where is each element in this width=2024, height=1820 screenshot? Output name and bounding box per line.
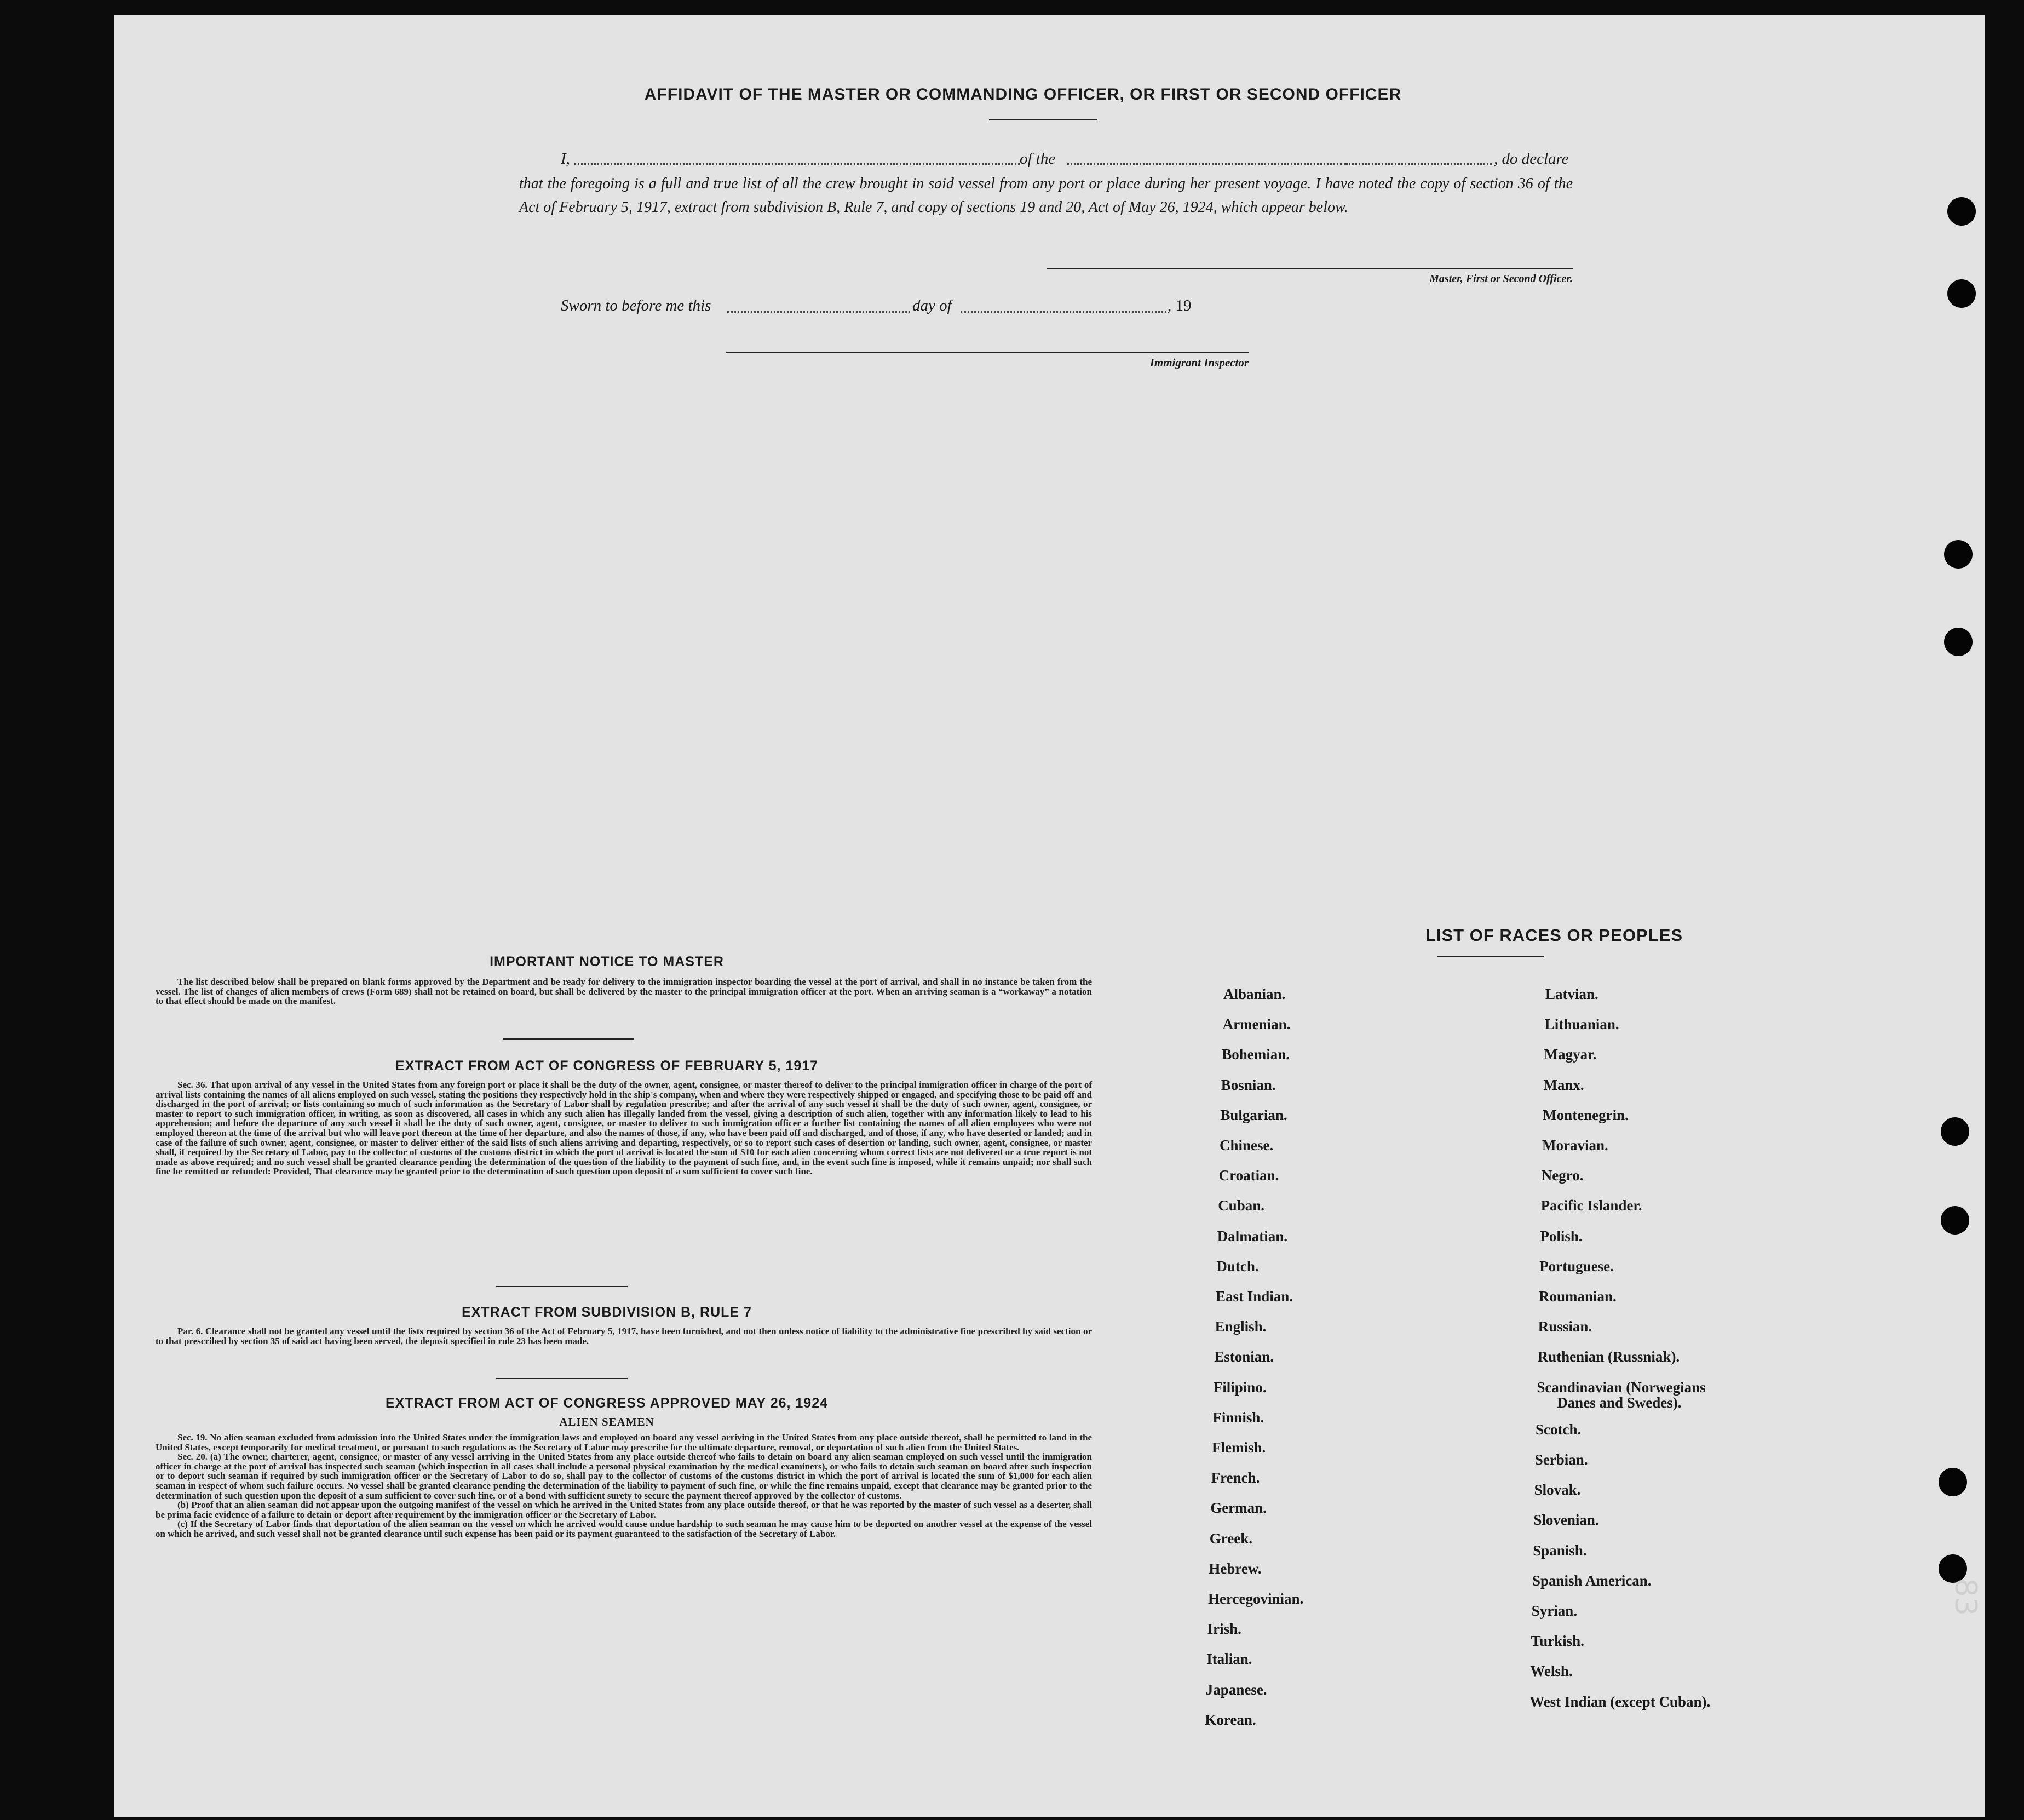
race-item: Portuguese. bbox=[1539, 1258, 1614, 1274]
race-item: Pacific Islander. bbox=[1540, 1197, 1642, 1214]
race-item: Ruthenian (Russniak). bbox=[1537, 1348, 1680, 1365]
race-item: Latvian. bbox=[1545, 986, 1599, 1002]
race-item: Montenegrin. bbox=[1543, 1106, 1629, 1123]
race-item: Manx. bbox=[1543, 1076, 1584, 1093]
rule-7-paragraph: Par. 6. Clearance shall not be granted any vessel until the lists required by section 36 of the Act of February 5, 1917, have been furnished, and not then unless notice of liability to the administrative fine prescribed by said section or to that prescribed by section 35 of said act having been served, the deposit specified in rule 23 has been made. bbox=[156, 1326, 1092, 1346]
race-item: English. bbox=[1215, 1318, 1267, 1335]
race-item: Spanish American. bbox=[1532, 1572, 1652, 1589]
rule-7-text bbox=[156, 1327, 1092, 1346]
vessel-field-line[interactable] bbox=[1067, 163, 1346, 165]
day-of-label: day of bbox=[912, 297, 952, 314]
race-item: Filipino. bbox=[1213, 1379, 1267, 1396]
section-19-paragraph: Sec. 19. No alien seaman excluded from admission into the United States under the immigration laws and employed on board any vessel arriving in the United States from any place outside thereof, shall be permitted to land in the United States, except temporarily for medical treatment, or pursuant to such regulations as the Secretary of Labor may prescribe for the ultimate departure, removal, or deportation of such alien from the United States. bbox=[156, 1432, 1092, 1452]
race-item: Bosnian. bbox=[1221, 1076, 1276, 1093]
race-item: Croatian. bbox=[1218, 1167, 1279, 1184]
extract-1924-title: EXTRACT FROM ACT OF CONGRESS APPROVED MAY 26, 1924 bbox=[385, 1396, 829, 1411]
binder-hole bbox=[1941, 1117, 1969, 1146]
sworn-label: Sworn to before me this bbox=[561, 297, 711, 314]
race-item: German. bbox=[1210, 1500, 1267, 1517]
margin-handwritten-mark: 83 bbox=[1948, 1578, 1983, 1616]
race-item: Negro. bbox=[1541, 1167, 1584, 1184]
sworn-month-line[interactable] bbox=[961, 311, 1166, 313]
binder-hole bbox=[1941, 1206, 1969, 1235]
do-declare-label: , do declare bbox=[1494, 150, 1569, 168]
race-item: Dalmatian. bbox=[1217, 1227, 1288, 1244]
race-item: Scandinavian (Norwegians bbox=[1537, 1379, 1706, 1396]
binder-hole bbox=[1944, 628, 1973, 656]
notice-paragraph: The list described below shall be prepared on blank forms approved by the Department and be ready for delivery to the immigration inspector boarding the vessel at the port of arrival, and shall in no instance be taken from the vessel. The list of changes of alien members of crews (Form 689) shall not be retained on board, but shall be delivered by the master to the principal immigration officer at the port. When an arriving seaman is a “workaway” a notation to that effect should be made on the manifest. bbox=[156, 977, 1092, 1007]
race-item: Armenian. bbox=[1222, 1016, 1291, 1033]
binder-hole bbox=[1947, 197, 1976, 226]
signer-caption: Master, First or Second Officer. bbox=[1429, 273, 1573, 285]
section-36-paragraph: Sec. 36. That upon arrival of any vessel in the United States from any foreign port or place it shall be the duty of the owner, agent, consignee, or master thereof to deliver to the principal immigration officer in charge of the port of arrival lists containing the names of all aliens employed on such vessel, stating the positions they respectively hold in the ship's company, when and where they were respectively shipped or engaged, and specifying those to be paid off and discharged in the port of arrival; or lists containing so much of such information as the Secretary of Labor shall by regulation prescribe; and after the arrival of any such vessel it shall be the duty of such owner, agent, consignee, or master to report to such immigration officer, in writing, as soon as discovered, all cases in which any such alien has illegally landed from the vessel, giving a description of such alien, together with any information likely to lead to his apprehension; and before the departure of any such vessel it shall be the duty of such owner, agent, consignee, or master to deliver to such immigration officer a further list containing the names of all alien employees who were not employed thereon at the time of the arrival but who will leave port thereon at the time of her departure, and also the names of those, if any, who have been paid off and discharged, and of those, if any, who have deserted or landed; and in case of the failure of such owner, agent, consignee, or master to deliver either of the said lists of such aliens arriving and departing, respectively, or so to report such cases of desertion or landing, such owner, agent, consignee, or master shall, if required by the Secretary of Labor, pay to the collector of customs of the customs district in which the port of arrival is located the sum of $10 for each alien concerning whom correct lists are not delivered or a true report is not made as above required; and no such vessel shall be granted clearance pending the determination of the question of the liability to the payment of such fine, and, in the event such fine is imposed, while it remains unpaid; nor shall such fine be remitted or refunded: Provided, That clearance may be granted prior to the determination of such question upon deposit of a sum sufficient to cover such fine. bbox=[156, 1080, 1092, 1177]
races-divider bbox=[1437, 956, 1544, 957]
race-item: Danes and Swedes). bbox=[1557, 1394, 1682, 1411]
race-item: Flemish. bbox=[1212, 1439, 1266, 1456]
sworn-day-line[interactable] bbox=[727, 311, 910, 313]
race-item: Hebrew. bbox=[1209, 1560, 1262, 1577]
race-item: Italian. bbox=[1206, 1651, 1252, 1668]
race-item: Welsh. bbox=[1530, 1663, 1573, 1680]
race-item: Roumanian. bbox=[1539, 1288, 1617, 1305]
binder-hole bbox=[1944, 540, 1973, 569]
race-item: Russian. bbox=[1538, 1318, 1592, 1335]
notice-text bbox=[156, 977, 1092, 1006]
races-title: LIST OF RACES OR PEOPLES bbox=[1425, 926, 1683, 945]
race-item: Finnish. bbox=[1212, 1409, 1264, 1426]
race-item: West Indian (except Cuban). bbox=[1530, 1693, 1711, 1710]
signature-line[interactable] bbox=[1047, 268, 1573, 269]
notice-title: IMPORTANT NOTICE TO MASTER bbox=[490, 954, 724, 969]
race-item: Japanese. bbox=[1205, 1681, 1267, 1698]
name-field-line[interactable] bbox=[574, 163, 1020, 165]
alien-seamen-subtitle: ALIEN SEAMEN bbox=[559, 1415, 654, 1428]
race-item: Chinese. bbox=[1220, 1137, 1274, 1153]
race-item: Slovak. bbox=[1534, 1482, 1581, 1499]
race-item: Moravian. bbox=[1542, 1137, 1608, 1153]
race-item: Polish. bbox=[1540, 1227, 1583, 1244]
race-item: Slovenian. bbox=[1533, 1512, 1599, 1529]
affidavit-body: that the foregoing is a full and true list of all the crew brought in said vessel from any port or place during her present voyage. I have noted the copy of section 36 of the Act of February 5, 1917, extract from subdivision B, Rule 7, and copy of sections 19 and 20, Act of May 26, 1924, which appear below. bbox=[519, 175, 1573, 216]
section-20a-paragraph: Sec. 20. (a) The owner, charterer, agent, consignee, or master of any vessel arriving in the United States from any place outside thereof who fails to detain on board any alien seaman employed on such vessel until the immigration officer in charge at the port of arrival has inspected such seaman (which inspection in all cases shall include a personal physical examination by the medical examiners), or who fails to detain such seaman on board after such inspection or to deport such seaman if required by such immigration officer or the Secretary of Labor to do so, shall pay to the collector of customs of the customs district in which the port of arrival is located the sum of $1,000 for each alien seaman in respect of whom such failure occurs. No vessel shall be granted clearance pending the determination of the liability to payment of such fine, or while the fine remains unpaid, except that clearance may be granted prior to the determination of such question upon the deposit of a sum sufficient to cover such fine, or of a bond with sufficient surety to secure the payment thereof approved by the collector of customs. bbox=[156, 1451, 1092, 1501]
inspector-signature-line[interactable] bbox=[726, 352, 1249, 353]
section-20c-paragraph: (c) If the Secretary of Labor finds that deportation of the alien seaman on the vessel on which he arrived would cause undue hardship to such seaman he may cause him to be deported on another vessel at the expense of the vessel on which he arrived, and such vessel shall not be granted clearance until such expense has been paid or its payment guaranteed to the satisfaction of the Secretary of Labor. bbox=[156, 1519, 1092, 1539]
race-item: Bulgarian. bbox=[1220, 1106, 1287, 1123]
affidavit-title: AFFIDAVIT OF THE MASTER OR COMMANDING OFFICER, OR FIRST OR SECOND OFFICER bbox=[644, 85, 1402, 104]
race-item: Irish. bbox=[1207, 1621, 1241, 1638]
race-item: Scotch. bbox=[1536, 1421, 1582, 1438]
extract-1917-text bbox=[156, 1080, 1092, 1176]
race-item: Bohemian. bbox=[1222, 1046, 1290, 1063]
section-20b-paragraph: (b) Proof that an alien seaman did not appear upon the outgoing manifest of the vessel on which he arrived in the United States from any place outside thereof, or that he was reported by the master of such vessel as a deserter, shall be prima facie evidence of a failure to detain or deport after requirement by the immigration officer or the Secretary of Labor. bbox=[156, 1500, 1092, 1520]
race-item: Estonian. bbox=[1214, 1348, 1274, 1365]
vessel-field-line-2[interactable] bbox=[1346, 163, 1492, 165]
race-item: Cuban. bbox=[1218, 1197, 1264, 1214]
race-item: Hercegovinian. bbox=[1208, 1591, 1304, 1607]
race-item: Lithuanian. bbox=[1544, 1016, 1619, 1033]
rule-7-title: EXTRACT FROM SUBDIVISION B, RULE 7 bbox=[462, 1305, 752, 1320]
race-item: Magyar. bbox=[1544, 1046, 1597, 1063]
document-sheet bbox=[114, 15, 1985, 1817]
race-item: Turkish. bbox=[1531, 1633, 1584, 1650]
race-item: Albanian. bbox=[1223, 986, 1286, 1002]
race-item: Syrian. bbox=[1531, 1603, 1578, 1620]
rule-7-divider bbox=[496, 1378, 628, 1379]
race-item: Serbian. bbox=[1534, 1451, 1588, 1468]
i-label: I, bbox=[561, 150, 570, 168]
of-the-label: of the bbox=[1020, 150, 1056, 168]
title-divider bbox=[989, 119, 1097, 120]
binder-hole bbox=[1939, 1468, 1967, 1496]
extract-1924-text bbox=[156, 1433, 1092, 1539]
notice-divider bbox=[503, 1038, 634, 1040]
race-item: Dutch. bbox=[1216, 1258, 1259, 1274]
race-item: Spanish. bbox=[1533, 1542, 1587, 1559]
extract-1917-divider bbox=[496, 1286, 628, 1287]
race-item: Greek. bbox=[1209, 1530, 1253, 1547]
race-item: East Indian. bbox=[1216, 1288, 1293, 1305]
inspector-caption: Immigrant Inspector bbox=[1149, 356, 1249, 369]
race-item: French. bbox=[1211, 1469, 1260, 1486]
extract-1917-title: EXTRACT FROM ACT OF CONGRESS OF FEBRUARY 5, 1917 bbox=[395, 1058, 819, 1073]
year-label: , 19 bbox=[1168, 297, 1192, 314]
binder-hole bbox=[1947, 279, 1976, 308]
race-item: Korean. bbox=[1205, 1711, 1256, 1728]
